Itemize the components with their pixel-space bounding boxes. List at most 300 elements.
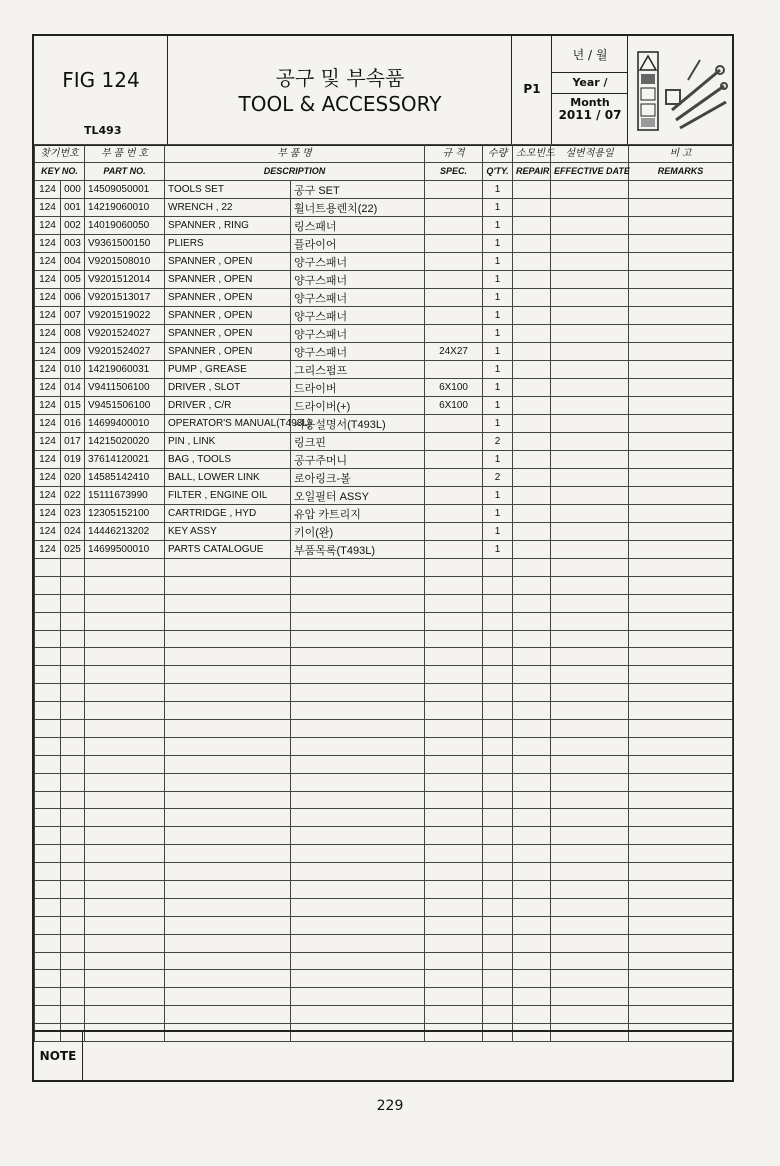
blank-cell [425, 559, 483, 577]
blank-cell [291, 845, 425, 863]
blank-cell [425, 737, 483, 755]
part-number-cell: 15111673990 [85, 487, 165, 505]
blank-cell [551, 737, 629, 755]
description-en-cell: SPANNER , OPEN [165, 271, 291, 289]
table-row [35, 505, 733, 523]
blank-cell [425, 809, 483, 827]
repair-cell [513, 523, 551, 541]
col-part-en: PART NO. [85, 163, 165, 181]
blank-cell [85, 863, 165, 881]
fig-number-cell: 124 [35, 289, 61, 307]
blank-cell [291, 809, 425, 827]
blank-cell [165, 559, 291, 577]
blank-cell [35, 773, 61, 791]
blank-cell [165, 934, 291, 952]
blank-cell [61, 612, 85, 630]
spec-cell [425, 433, 483, 451]
blank-cell [483, 809, 513, 827]
table-row [35, 541, 733, 559]
note-label: NOTE [34, 1032, 83, 1080]
header-row-korean [35, 145, 733, 163]
description-en-cell: SPANNER , RING [165, 217, 291, 235]
blank-cell [35, 576, 61, 594]
description-en-cell: SPANNER , OPEN [165, 343, 291, 361]
blank-cell [291, 916, 425, 934]
col-repair-ko: 소모빈도 [513, 145, 551, 163]
blank-cell [513, 773, 551, 791]
blank-cell [425, 1006, 483, 1024]
blank-cell [85, 559, 165, 577]
fig-number: FIG 124 [62, 68, 140, 92]
blank-cell [551, 684, 629, 702]
quantity-cell: 1 [483, 217, 513, 235]
key-number-cell: 007 [61, 307, 85, 325]
remarks-cell [629, 271, 733, 289]
blank-cell [629, 898, 733, 916]
blank-cell [629, 666, 733, 684]
description-ko-cell: 양구스패너 [291, 307, 425, 325]
description-ko-cell: 공구주머니 [291, 451, 425, 469]
blank-cell [35, 755, 61, 773]
blank-cell [165, 576, 291, 594]
key-number-cell: 019 [61, 451, 85, 469]
blank-cell [629, 934, 733, 952]
col-spec-en: SPEC. [425, 163, 483, 181]
blank-cell [61, 898, 85, 916]
blank-cell [85, 916, 165, 934]
blank-cell [61, 791, 85, 809]
parts-sheet [32, 34, 734, 1082]
spec-cell [425, 271, 483, 289]
blank-cell [35, 594, 61, 612]
description-en-cell: PUMP , GREASE [165, 361, 291, 379]
blank-cell [85, 612, 165, 630]
fig-number-cell: 124 [35, 181, 61, 199]
description-ko-cell: 양구스패너 [291, 343, 425, 361]
col-key-ko: 찾기번호 [35, 145, 85, 163]
blank-cell [291, 630, 425, 648]
blank-cell [483, 791, 513, 809]
year-month-value: 2011 / 07 [558, 108, 622, 122]
effective-date-cell [551, 505, 629, 523]
blank-cell [291, 576, 425, 594]
spec-cell [425, 415, 483, 433]
blank-cell [483, 881, 513, 899]
blank-cell [291, 594, 425, 612]
blank-cell [165, 737, 291, 755]
blank-cell [483, 576, 513, 594]
quantity-cell: 2 [483, 433, 513, 451]
description-en-cell: WRENCH , 22 [165, 199, 291, 217]
table-row [35, 343, 733, 361]
remarks-cell [629, 487, 733, 505]
description-ko-cell: 키이(완) [291, 523, 425, 541]
repair-cell [513, 235, 551, 253]
blank-row [35, 559, 733, 577]
blank-cell [165, 863, 291, 881]
blank-cell [35, 988, 61, 1006]
table-row [35, 433, 733, 451]
remarks-cell [629, 505, 733, 523]
blank-cell [425, 702, 483, 720]
blank-cell [35, 934, 61, 952]
blank-cell [629, 559, 733, 577]
description-ko-cell: 오일필터 ASSY [291, 487, 425, 505]
blank-cell [425, 791, 483, 809]
blank-cell [551, 898, 629, 916]
table-row [35, 361, 733, 379]
fig-number-cell: 124 [35, 397, 61, 415]
blank-cell [513, 827, 551, 845]
blank-cell [35, 612, 61, 630]
year-month-cell [552, 36, 628, 144]
col-part-ko: 부 품 번 호 [85, 145, 165, 163]
blank-cell [551, 881, 629, 899]
blank-cell [61, 988, 85, 1006]
blank-cell [291, 720, 425, 738]
blank-cell [85, 1006, 165, 1024]
blank-cell [551, 970, 629, 988]
remarks-cell [629, 343, 733, 361]
repair-cell [513, 325, 551, 343]
description-ko-cell: 양구스패너 [291, 325, 425, 343]
year-month-label-en: Year / Month [552, 72, 628, 94]
blank-cell [35, 827, 61, 845]
blank-cell [85, 630, 165, 648]
blank-cell [61, 737, 85, 755]
blank-cell [425, 881, 483, 899]
description-en-cell: TOOLS SET [165, 181, 291, 199]
blank-cell [35, 970, 61, 988]
blank-cell [551, 576, 629, 594]
blank-cell [425, 594, 483, 612]
key-number-cell: 022 [61, 487, 85, 505]
description-en-cell: CARTRIDGE , HYD [165, 505, 291, 523]
description-en-cell: BALL, LOWER LINK [165, 469, 291, 487]
blank-cell [483, 827, 513, 845]
blank-cell [483, 648, 513, 666]
blank-cell [513, 934, 551, 952]
title-english: TOOL & ACCESSORY [238, 92, 442, 116]
description-en-cell: PLIERS [165, 235, 291, 253]
blank-cell [165, 827, 291, 845]
repair-cell [513, 253, 551, 271]
quantity-cell: 1 [483, 487, 513, 505]
description-ko-cell: 링스패너 [291, 217, 425, 235]
blank-cell [291, 755, 425, 773]
blank-cell [85, 684, 165, 702]
quantity-cell: 2 [483, 469, 513, 487]
description-ko-cell: 드라이버(+) [291, 397, 425, 415]
blank-cell [61, 863, 85, 881]
repair-cell [513, 415, 551, 433]
blank-cell [35, 702, 61, 720]
key-number-cell: 020 [61, 469, 85, 487]
description-en-cell: SPANNER , OPEN [165, 289, 291, 307]
key-number-cell: 016 [61, 415, 85, 433]
description-ko-cell: 로아링크-볼 [291, 469, 425, 487]
blank-cell [513, 988, 551, 1006]
blank-cell [483, 720, 513, 738]
blank-cell [85, 773, 165, 791]
col-rem-ko: 비 고 [629, 145, 733, 163]
part-number-cell: 14219060031 [85, 361, 165, 379]
part-number-cell: V9451506100 [85, 397, 165, 415]
quantity-cell: 1 [483, 361, 513, 379]
spec-cell: 6X100 [425, 397, 483, 415]
blank-row [35, 809, 733, 827]
description-ko-cell: 플라이어 [291, 235, 425, 253]
blank-cell [165, 1006, 291, 1024]
key-number-cell: 005 [61, 271, 85, 289]
blank-cell [513, 970, 551, 988]
blank-cell [165, 970, 291, 988]
quantity-cell: 1 [483, 397, 513, 415]
blank-row [35, 1006, 733, 1024]
part-number-cell: 14019060050 [85, 217, 165, 235]
fig-number-cell: 124 [35, 235, 61, 253]
key-number-cell: 000 [61, 181, 85, 199]
blank-cell [513, 881, 551, 899]
table-row [35, 217, 733, 235]
description-ko-cell: 휠너트용렌치(22) [291, 199, 425, 217]
spec-cell [425, 361, 483, 379]
repair-cell [513, 271, 551, 289]
description-en-cell: SPANNER , OPEN [165, 253, 291, 271]
blank-cell [551, 702, 629, 720]
description-en-cell: PIN , LINK [165, 433, 291, 451]
blank-cell [629, 827, 733, 845]
part-number-cell: V9201524027 [85, 343, 165, 361]
blank-cell [513, 791, 551, 809]
blank-cell [85, 576, 165, 594]
key-number-cell: 010 [61, 361, 85, 379]
blank-cell [483, 988, 513, 1006]
blank-cell [551, 648, 629, 666]
description-en-cell: BAG , TOOLS [165, 451, 291, 469]
blank-cell [85, 845, 165, 863]
remarks-cell [629, 379, 733, 397]
blank-cell [483, 898, 513, 916]
blank-cell [629, 594, 733, 612]
blank-cell [425, 934, 483, 952]
fig-number-cell: 124 [35, 307, 61, 325]
repair-cell [513, 451, 551, 469]
table-row [35, 469, 733, 487]
blank-cell [425, 612, 483, 630]
blank-cell [61, 1006, 85, 1024]
effective-date-cell [551, 433, 629, 451]
table-row [35, 415, 733, 433]
blank-row [35, 630, 733, 648]
note-section [34, 1030, 732, 1080]
repair-cell [513, 343, 551, 361]
blank-cell [165, 952, 291, 970]
effective-date-cell [551, 523, 629, 541]
effective-date-cell [551, 469, 629, 487]
blank-cell [291, 898, 425, 916]
remarks-cell [629, 325, 733, 343]
fig-number-cell: 124 [35, 343, 61, 361]
blank-cell [85, 737, 165, 755]
fig-number-cell: 124 [35, 433, 61, 451]
effective-date-cell [551, 289, 629, 307]
part-number-cell: V9201519022 [85, 307, 165, 325]
blank-cell [425, 863, 483, 881]
col-key-en: KEY NO. [35, 163, 85, 181]
blank-cell [513, 952, 551, 970]
blank-cell [85, 952, 165, 970]
blank-cell [629, 702, 733, 720]
description-en-cell: SPANNER , OPEN [165, 307, 291, 325]
spec-cell [425, 181, 483, 199]
blank-cell [165, 881, 291, 899]
blank-cell [165, 720, 291, 738]
blank-cell [61, 576, 85, 594]
blank-cell [85, 881, 165, 899]
quantity-cell: 1 [483, 181, 513, 199]
description-en-cell: SPANNER , OPEN [165, 325, 291, 343]
blank-cell [551, 773, 629, 791]
blank-cell [61, 916, 85, 934]
blank-cell [61, 594, 85, 612]
blank-cell [425, 898, 483, 916]
remarks-cell [629, 451, 733, 469]
blank-cell [425, 720, 483, 738]
blank-cell [35, 791, 61, 809]
repair-cell [513, 217, 551, 235]
blank-row [35, 845, 733, 863]
remarks-cell [629, 307, 733, 325]
blank-cell [551, 612, 629, 630]
repair-cell [513, 379, 551, 397]
quantity-cell: 1 [483, 235, 513, 253]
quantity-cell: 1 [483, 271, 513, 289]
remarks-cell [629, 235, 733, 253]
blank-cell [513, 576, 551, 594]
blank-cell [551, 559, 629, 577]
table-row [35, 523, 733, 541]
spec-cell [425, 505, 483, 523]
blank-cell [483, 863, 513, 881]
blank-cell [61, 827, 85, 845]
repair-cell [513, 469, 551, 487]
repair-cell [513, 505, 551, 523]
blank-cell [291, 737, 425, 755]
fig-number-cell: 124 [35, 487, 61, 505]
blank-cell [165, 916, 291, 934]
remarks-cell [629, 181, 733, 199]
effective-date-cell [551, 199, 629, 217]
blank-cell [629, 630, 733, 648]
blank-row [35, 755, 733, 773]
page-code: P1 [523, 82, 541, 96]
part-number-cell: V9201524027 [85, 325, 165, 343]
effective-date-cell [551, 397, 629, 415]
repair-cell [513, 199, 551, 217]
blank-cell [61, 755, 85, 773]
blank-row [35, 666, 733, 684]
blank-cell [425, 773, 483, 791]
blank-row [35, 648, 733, 666]
blank-cell [291, 952, 425, 970]
description-ko-cell: 공구 SET [291, 181, 425, 199]
part-number-cell: 14699400010 [85, 415, 165, 433]
table-row [35, 379, 733, 397]
blank-cell [291, 702, 425, 720]
key-number-cell: 003 [61, 235, 85, 253]
quantity-cell: 1 [483, 325, 513, 343]
spec-cell: 24X27 [425, 343, 483, 361]
blank-cell [165, 684, 291, 702]
blank-cell [551, 666, 629, 684]
description-ko-cell: 양구스패너 [291, 271, 425, 289]
spec-cell [425, 523, 483, 541]
remarks-cell [629, 253, 733, 271]
blank-cell [551, 809, 629, 827]
repair-cell [513, 433, 551, 451]
blank-cell [513, 809, 551, 827]
quantity-cell: 1 [483, 307, 513, 325]
spec-cell [425, 451, 483, 469]
key-number-cell: 024 [61, 523, 85, 541]
blank-cell [629, 863, 733, 881]
col-qty-en: Q'TY. [483, 163, 513, 181]
blank-row [35, 773, 733, 791]
part-number-cell: V9411506100 [85, 379, 165, 397]
blank-row [35, 720, 733, 738]
blank-cell [35, 559, 61, 577]
key-number-cell: 006 [61, 289, 85, 307]
blank-cell [85, 988, 165, 1006]
blank-cell [483, 559, 513, 577]
blank-cell [513, 648, 551, 666]
blank-cell [551, 827, 629, 845]
tools-illustration [628, 36, 732, 144]
blank-cell [425, 970, 483, 988]
year-month-label-ko: 년 / 월 [572, 48, 608, 62]
blank-cell [483, 970, 513, 988]
blank-cell [85, 648, 165, 666]
description-en-cell: FILTER , ENGINE OIL [165, 487, 291, 505]
description-ko-cell: 그리스펌프 [291, 361, 425, 379]
blank-cell [85, 720, 165, 738]
blank-cell [165, 594, 291, 612]
blank-cell [35, 881, 61, 899]
blank-cell [85, 791, 165, 809]
blank-row [35, 952, 733, 970]
blank-cell [513, 863, 551, 881]
repair-cell [513, 307, 551, 325]
repair-cell [513, 541, 551, 559]
blank-cell [629, 720, 733, 738]
blank-cell [291, 684, 425, 702]
blank-cell [291, 791, 425, 809]
blank-cell [291, 612, 425, 630]
part-number-cell: 14699500010 [85, 541, 165, 559]
blank-cell [483, 773, 513, 791]
col-qty-ko: 수량 [483, 145, 513, 163]
blank-row [35, 702, 733, 720]
blank-cell [61, 809, 85, 827]
quantity-cell: 1 [483, 451, 513, 469]
key-number-cell: 009 [61, 343, 85, 361]
repair-cell [513, 181, 551, 199]
blank-cell [61, 934, 85, 952]
quantity-cell: 1 [483, 523, 513, 541]
page-number: 229 [376, 1098, 404, 1114]
fig-number-cell: 124 [35, 271, 61, 289]
